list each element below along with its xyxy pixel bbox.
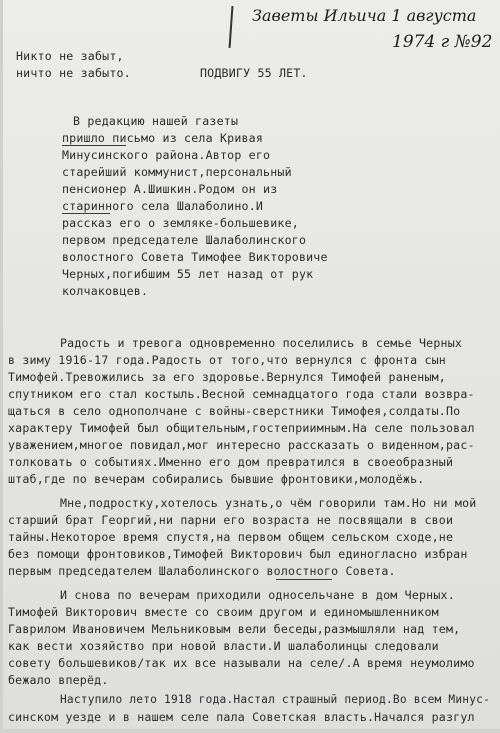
body-line: в зиму 1916-17 года.Радость от того,что вернулся с фронта сын bbox=[8, 353, 446, 367]
body-line: синском уезде и в нашем селе пала Советская власть.Начался разгул bbox=[8, 710, 475, 724]
body-line: пенсионер А.Шишкин.Родом он из bbox=[62, 182, 278, 196]
body-line: волостного Совета Тимофее Викторовиче bbox=[62, 250, 328, 264]
body-line: старейший коммунист,персональный bbox=[62, 165, 292, 179]
body-line: Мне,подростку,хотелось узнать,о чём говорили там.Но ни мой bbox=[60, 496, 477, 510]
article-title: ПОДВИГУ 55 ЛЕТ. bbox=[200, 66, 308, 80]
body-line: первом председателе Шалаболинского bbox=[62, 233, 307, 247]
body-line: Радость и тревога одновременно поселились в семье Черных bbox=[60, 336, 463, 350]
body-line: старший брат Георгий,ни парни его возраста не посвящали в свои bbox=[8, 513, 454, 527]
body-line: спутником его стал костыль.Весной семнадцатого года стали возвра- bbox=[8, 387, 475, 401]
body-line: совету большевиков/так их все называли на селе/.А время неумолимо bbox=[8, 656, 475, 670]
body-line: первым председателем Шалаболинского волостного Совета. bbox=[8, 564, 396, 578]
body-line: Наступило лето 1918 года.Настал страшный период.Во всем Минус- bbox=[60, 693, 490, 706]
underline-mark bbox=[276, 579, 332, 580]
body-line: щаться в село однополчане с войны-сверстники Тимофея,солдаты.По bbox=[8, 404, 461, 418]
body-line: без помощи фронтовиков,Тимофей Викторович был единогласно избран bbox=[8, 547, 468, 561]
body-line: колчаковцев. bbox=[62, 284, 149, 298]
body-line: Тимофей Викторович вместе со своим другом и единомышленником bbox=[8, 605, 439, 619]
body-line: толковать о событиях.Именно его дом превратился в своеобразный bbox=[8, 455, 454, 469]
epigraph-line-2: ничто не забыто. bbox=[16, 66, 131, 80]
paper-edge bbox=[0, 0, 3, 733]
body-line: уважением,многое повидал,мог интересно рассказать о виденном,рас- bbox=[8, 438, 475, 452]
body-line: штаб,где по вечерам собирались бывшие фронтовики,молодёжь. bbox=[8, 472, 425, 486]
body-line: тайны.Некоторое время спустя,на первом общем сельском сходе,не bbox=[8, 530, 454, 544]
body-line: Черных,погибшим 55 лет назад от рук bbox=[62, 267, 314, 281]
handwritten-margin-stroke bbox=[229, 6, 234, 48]
handwritten-issue-number: 1974 г №92 bbox=[392, 32, 493, 52]
body-line: И снова по вечерам приходили односельчане в дом Черных. bbox=[60, 588, 455, 602]
underline-mark bbox=[62, 213, 110, 214]
body-line: старинного села Шалаболино.И bbox=[62, 199, 264, 213]
paper-edge bbox=[0, 729, 500, 733]
body-line: рассказ его о земляке-большевике, bbox=[62, 216, 299, 230]
body-line: пришло письмо из села Кривая bbox=[62, 131, 264, 145]
body-line: Гаврилом Ивановичем Мельниковым вели беседы,размышляли над тем, bbox=[8, 622, 461, 636]
body-line: характеру Тимофей был общительным,гостеприимным.На селе пользовал bbox=[8, 421, 475, 435]
underline-mark bbox=[62, 145, 126, 146]
body-line: В редакцию нашей газеты bbox=[73, 114, 239, 128]
handwritten-newspaper-note: Заветы Ильича 1 августа bbox=[252, 6, 477, 25]
body-line: Минусинского района.Автор его bbox=[62, 148, 271, 162]
body-line: Тимофей.Тревожились за его здоровье.Вернулся Тимофей раненым, bbox=[8, 370, 446, 384]
epigraph-line-1: Никто не забыт, bbox=[16, 49, 124, 63]
body-line: бежало вперёд. bbox=[8, 673, 109, 687]
body-line: как вести хозяйство при новой власти.И шалаболинцы следовали bbox=[8, 639, 439, 653]
